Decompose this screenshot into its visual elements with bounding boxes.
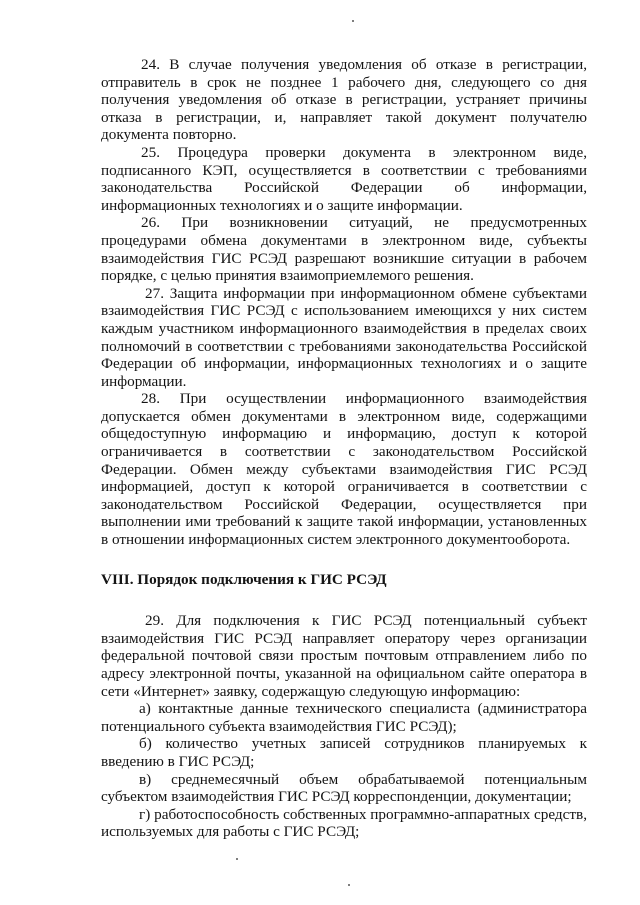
section-heading: VIII. Порядок подключения к ГИС РСЭД — [101, 570, 387, 588]
paragraph-27: 27. Защита информации при информационном обмене субъектами взаимодействия ГИС РСЭД с использованием имеющихся у них систем каждым участником информационного взаимодействия в пределах своих полномочий в соответствии с требованиями законодательства Российской Федерации об информации, информационных технологиях и о защите информации. — [101, 284, 587, 390]
document-page — [101, 56, 587, 841]
scan-speck — [352, 20, 354, 22]
list-item-b: б) количество учетных записей сотрудников планируемых к введению в ГИС РСЭД; — [101, 735, 587, 770]
paragraph-26: 26. При возникновении ситуаций, не предусмотренных процедурами обмена документами в электронном виде, субъекты взаимодействия ГИС РСЭД разрешают возникшие ситуации в рабочем порядке, с целью принятия взаимоприемлемого решения. — [101, 214, 587, 285]
list-item-a: а) контактные данные технического специалиста (администратора потенциального субъекта взаимодействия ГИС РСЭД); — [101, 700, 587, 735]
list-item-g: г) работоспособность собственных программно-аппаратных средств, используемых для работы с ГИС РСЭД; — [101, 805, 587, 841]
paragraph-25: 25. Процедура проверки документа в электронном виде, подписанного КЭП, осуществляется в соответствии с требованиями законодательства Российской Федерации об информации, информационных технологиях и о защите информации. — [101, 143, 587, 214]
paragraph-29: 29. Для подключения к ГИС РСЭД потенциальный субъект взаимодействия ГИС РСЭД направляет оператору через организации федеральной почтовой связи простым почтовым отправлением либо по адресу электронной почты, указанной на официальном сайте оператора в сети «Интернет» заявку, содержащую следующую информацию: — [101, 612, 587, 700]
list-item-v: в) среднемесячный объем обрабатываемой потенциальным субъектом взаимодействия ГИС РСЭД корреспонденции, документации; — [101, 770, 587, 806]
scan-speck — [236, 858, 238, 860]
scan-speck — [348, 884, 350, 886]
paragraph-24: 24. В случае получения уведомления об отказе в регистрации, отправитель в срок не позднее 1 рабочего дня, следующего со дня получения уведомления об отказе в регистрации, устраняет причины отказа в регистрации, и, направляет такой документ получателю документа повторно. — [101, 56, 587, 144]
paragraph-28: 28. При осуществлении информационного взаимодействия допускается обмен документами в электронном виде, содержащими общедоступную информацию и информацию, доступ к которой ограничивается в соответствии с законодательством Российской Федерации. Обмен между субъектами взаимодействия ГИС РСЭД информацией, доступ к которой ограничивается в соответствии с законодательством Российской Федерации, осуществляется при выполнении ими требований к защите такой информации, установленных в отношении информационных систем электронного документооборота. — [101, 390, 587, 549]
